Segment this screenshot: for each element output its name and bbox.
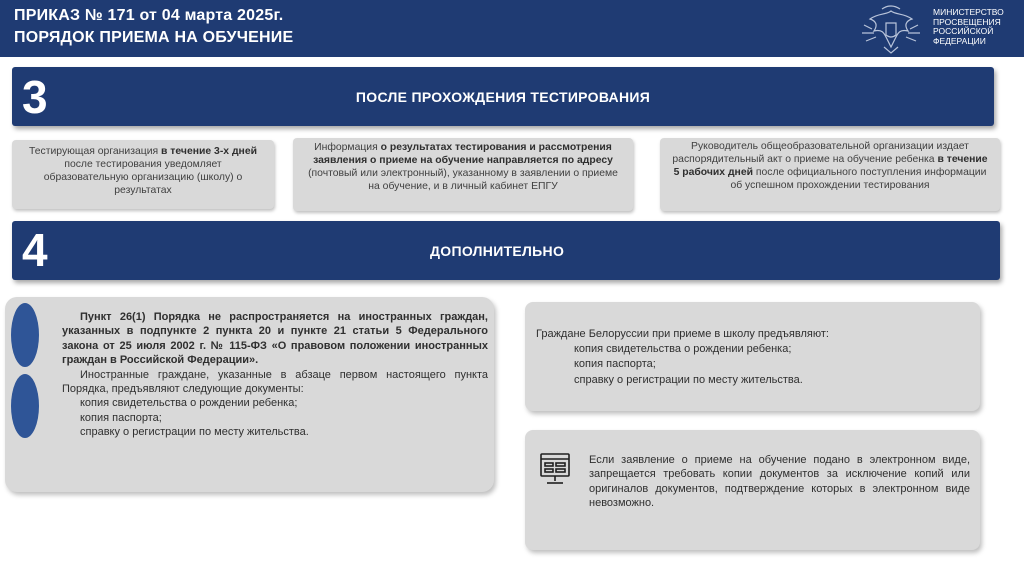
foreign-citizens-panel <box>5 297 494 492</box>
list-item: копия свидетельства о рождении ребенка; <box>80 397 298 410</box>
list-item: справку о регистрации по месту жительства. <box>574 373 803 386</box>
computer-form-icon <box>539 452 571 486</box>
order-title: ПРИКАЗ № 171 от 04 марта 2025г. <box>14 7 284 24</box>
ministry-logo-text: МИНИСТЕРСТВО ПРОСВЕЩЕНИЯ РОССИЙСКОЙ ФЕДЕРАЦИИ <box>933 7 1004 46</box>
section-4-banner <box>12 221 1000 280</box>
belarus-citizens-panel <box>525 302 980 411</box>
section-number: 3 <box>22 71 48 123</box>
list-item: справку о регистрации по месту жительства. <box>80 426 309 439</box>
section-3-banner <box>12 67 994 126</box>
belarus-intro: Граждане Белоруссии при приеме в школу предъявляют: <box>536 328 829 340</box>
coat-of-arms-icon <box>856 3 926 55</box>
decorative-pill <box>11 303 39 367</box>
electronic-application-panel <box>525 430 980 550</box>
list-item: копия паспорта; <box>80 411 162 424</box>
section-title: ПОСЛЕ ПРОХОЖДЕНИЯ ТЕСТИРОВАНИЯ <box>355 89 651 105</box>
electronic-application-text: Если заявление о приеме на обучение подано в электронном виде, запрещается требовать копии документов за исключение копий или оригиналов документов, подтверждение которых в электронном виде невозможно. <box>589 454 970 510</box>
decorative-pill <box>11 374 39 438</box>
list-item: копия паспорта; <box>574 358 656 371</box>
testing-notice-card: Тестирующая организация в течение 3-х дней после тестирования уведомляет образовательную организацию (школу) о результатах <box>12 140 274 209</box>
slide-header <box>0 0 1024 57</box>
section-number: 4 <box>22 224 48 276</box>
results-info-card: Информация о результатах тестирования и рассмотрения заявления о приеме на обучение направляется по адресу (почтовый или электронный), указанному в заявлении о приеме на обучение, и в личный кабинет ЕПГУ <box>293 138 633 211</box>
documents-intro: Иностранные граждане, указанные в абзаце первом настоящего пункта Порядка, предъявляют следующие документы: <box>62 368 488 396</box>
section-title: ДОПОЛНИТЕЛЬНО <box>430 243 565 259</box>
order-subtitle: ПОРЯДОК ПРИЕМА НА ОБУЧЕНИЕ <box>14 29 294 46</box>
exemption-paragraph: Пункт 26(1) Порядка не распространяется на иностранных граждан, указанных в подпункте 2 пункта 20 и пункте 21 статьи 5 Федерального закона от 25 июля 2002 г. № 115-ФЗ «О правовом положении иностранных граждан в Российской Федерации». <box>62 311 488 367</box>
admission-order-card: Руководитель общеобразовательной организации издает распорядительный акт о приеме на обучение ребенка в течение 5 рабочих дней после официального поступления информации об успешном прохождении тестирования <box>660 138 1000 211</box>
list-item: копия свидетельства о рождении ребенка; <box>574 343 792 356</box>
